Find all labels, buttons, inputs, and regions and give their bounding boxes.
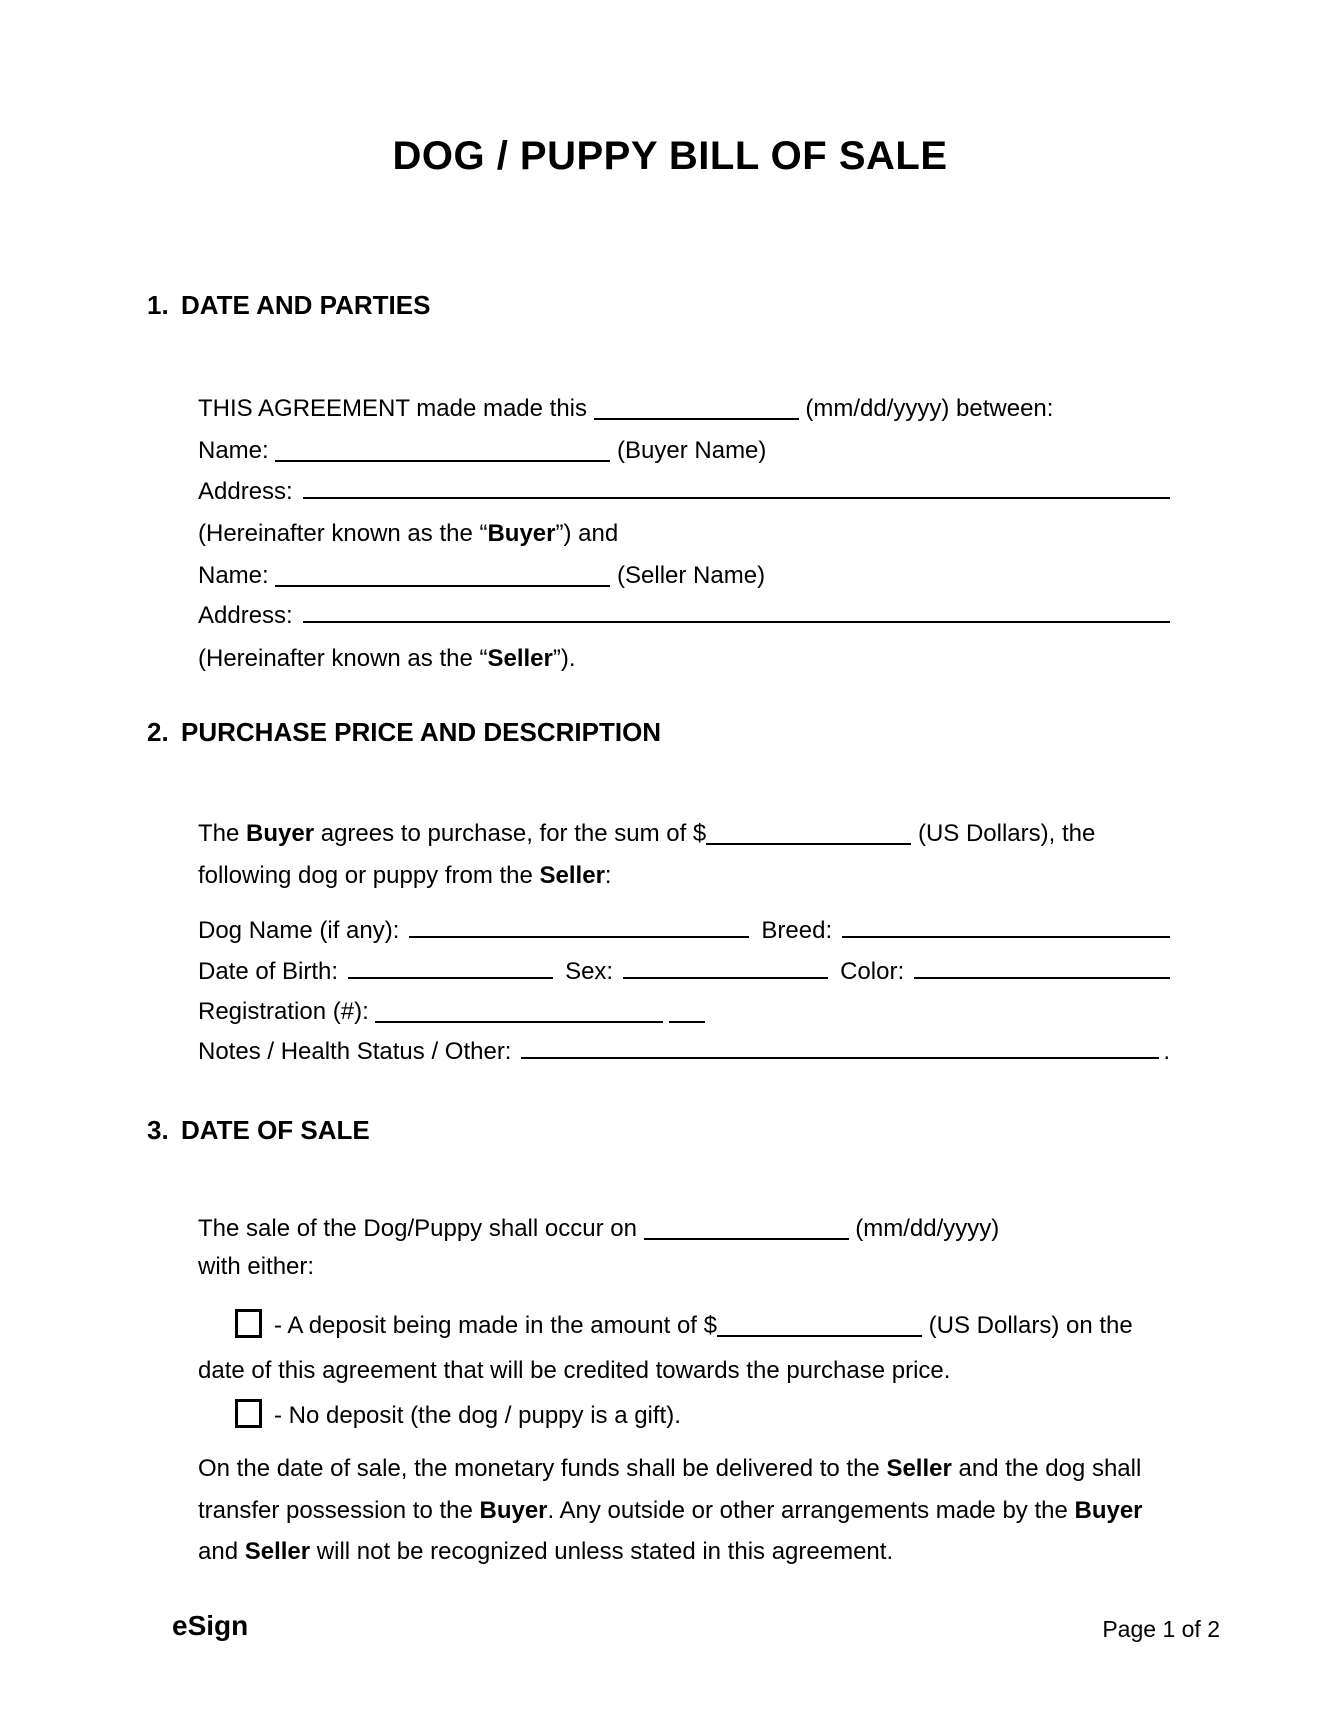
sale-date-line	[198, 1214, 999, 1244]
purchase-price-text-post: (US Dollars), the	[911, 820, 1096, 847]
deposit-checkbox[interactable]	[235, 1309, 262, 1338]
deposit-text-post: (US Dollars) on the	[921, 1312, 1133, 1339]
section-3-heading	[147, 1114, 370, 1146]
buyer-address-line	[198, 477, 1170, 507]
section-3-title: DATE OF SALE	[181, 1115, 370, 1145]
seller-name-suffix: (Seller Name)	[610, 562, 766, 589]
purchase-price-line-2: following dog or puppy from the Seller:	[198, 862, 612, 889]
buyer-name-line	[198, 436, 766, 466]
section-1-heading	[147, 289, 430, 321]
deposit-text-pre: - A deposit being made in the amount of $	[274, 1312, 717, 1339]
seller-name-label: Name:	[198, 562, 276, 589]
notes-line	[198, 1037, 1170, 1067]
agreement-date-text-pre: THIS AGREEMENT made made this	[198, 395, 594, 422]
seller-address-label: Address:	[198, 602, 293, 629]
registration-label: Registration (#):	[198, 998, 376, 1025]
color-label: Color:	[840, 958, 905, 985]
registration-line	[198, 997, 705, 1027]
notes-blank[interactable]	[521, 1057, 1159, 1059]
dog-name-blank[interactable]	[409, 936, 749, 938]
sale-date-text-post: (mm/dd/yyyy)	[848, 1215, 1000, 1242]
section-2-heading	[147, 716, 661, 748]
page-indicator: Page 1 of 2	[1102, 1616, 1220, 1642]
notes-period: .	[1163, 1038, 1170, 1065]
hereinafter-seller-line: (Hereinafter known as the “Seller”).	[198, 645, 576, 672]
buyer-address-label: Address:	[198, 478, 293, 505]
purchase-price-text-pre: The Buyer agrees to purchase, for the sum of $	[198, 820, 707, 847]
breed-blank[interactable]	[842, 936, 1170, 938]
agreement-date-line	[198, 394, 1053, 424]
closing-line-2: transfer possession to the Buyer. Any outside or other arrangements made by the Buyer	[198, 1497, 1143, 1524]
color-blank[interactable]	[914, 977, 1170, 979]
sale-date-text-pre: The sale of the Dog/Puppy shall occur on	[198, 1215, 644, 1242]
buyer-address-blank[interactable]	[303, 497, 1170, 499]
closing-line-3: and Seller will not be recognized unless stated in this agreement.	[198, 1538, 894, 1565]
deposit-option-line-2: date of this agreement that will be credited towards the purchase price.	[198, 1357, 951, 1384]
section-1-number: 1.	[147, 290, 169, 320]
section-1-title: DATE AND PARTIES	[181, 290, 431, 320]
dob-label: Date of Birth:	[198, 958, 339, 985]
sex-label: Sex:	[565, 958, 614, 985]
deposit-option-line	[235, 1309, 1133, 1341]
dog-name-label: Dog Name (if any):	[198, 917, 400, 944]
section-2-number: 2.	[147, 717, 169, 747]
no-deposit-checkbox[interactable]	[235, 1399, 262, 1428]
purchase-price-line	[198, 819, 1095, 849]
document-title: DOG / PUPPY BILL OF SALE	[392, 134, 948, 178]
dog-name-breed-line	[198, 916, 1170, 946]
buyer-name-suffix: (Buyer Name)	[610, 437, 767, 464]
seller-name-line	[198, 561, 765, 591]
sale-date-blank[interactable]	[644, 1238, 849, 1240]
agreement-date-blank[interactable]	[594, 418, 799, 420]
dob-blank[interactable]	[348, 977, 553, 979]
hereinafter-buyer-line: (Hereinafter known as the “Buyer”) and	[198, 520, 619, 547]
closing-line-1: On the date of sale, the monetary funds shall be delivered to the Seller and the dog shall	[198, 1455, 1142, 1482]
registration-blank[interactable]	[375, 1021, 663, 1023]
seller-address-line	[198, 601, 1170, 631]
deposit-amount-blank[interactable]	[717, 1335, 922, 1337]
breed-label: Breed:	[761, 917, 833, 944]
dob-sex-color-line	[198, 957, 1170, 987]
purchase-price-blank[interactable]	[706, 843, 911, 845]
seller-name-blank[interactable]	[275, 585, 610, 587]
section-3-number: 3.	[147, 1115, 169, 1145]
buyer-name-blank[interactable]	[275, 460, 610, 462]
buyer-name-label: Name:	[198, 437, 276, 464]
no-deposit-text: - No deposit (the dog / puppy is a gift).	[274, 1402, 681, 1429]
agreement-date-text-post: (mm/dd/yyyy) between:	[798, 395, 1054, 422]
esign-logo: eSign	[172, 1610, 249, 1641]
registration-blank-2[interactable]	[669, 1021, 705, 1023]
seller-address-blank[interactable]	[303, 621, 1170, 623]
sex-blank[interactable]	[623, 977, 828, 979]
notes-label: Notes / Health Status / Other:	[198, 1038, 512, 1065]
with-either-line: with either:	[198, 1253, 315, 1280]
no-deposit-option-line	[235, 1399, 681, 1431]
section-2-title: PURCHASE PRICE AND DESCRIPTION	[181, 717, 662, 747]
